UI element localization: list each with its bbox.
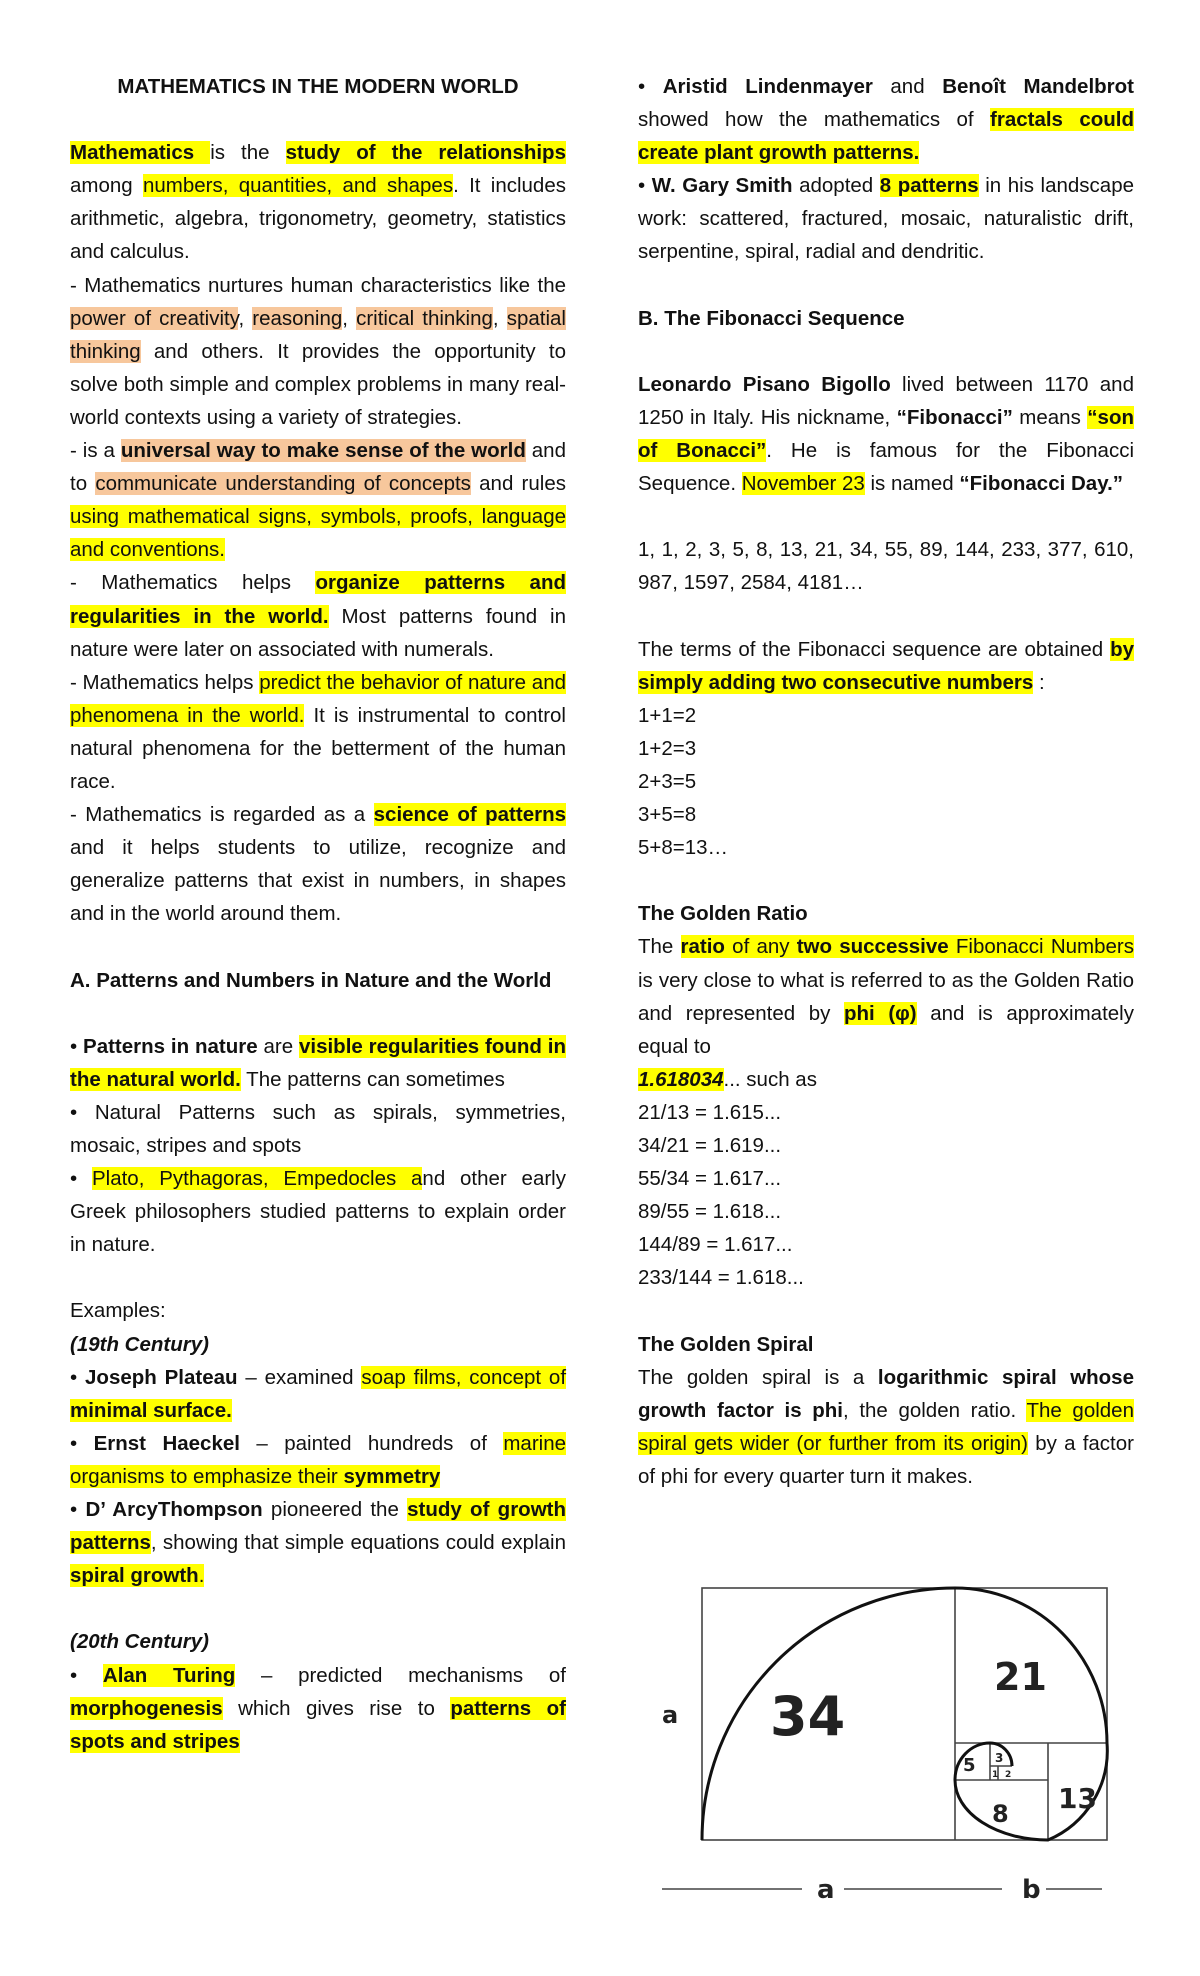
patterns-nature-bullet [70,1030,566,1096]
hl-symmetry: symmetry [343,1464,441,1488]
haeckel-bullet [70,1427,566,1493]
text: lived between 1170 and 1250 in Italy. His nickname, [638,372,1134,429]
text: nd other early Greek philosophers studied patterns to explain order in nature. [70,1167,566,1257]
text-bold: W. Gary Smith [651,174,793,198]
text-bold: D’ ArcyThompson [85,1498,263,1522]
text: and it helps students to utilize, recognize and generalize patterns that exist in numbers, in shapes and in the world around them. [70,836,566,926]
examples-label: Examples: [70,1299,166,1323]
hl-phi: phi (φ) [844,1001,917,1025]
sum-line: 1+1=2 [638,703,697,727]
hl-8-patterns: 8 patterns [879,174,979,198]
hl-ratio: ratio [680,935,725,959]
bullet: • [70,1167,92,1191]
text: is named [864,472,960,496]
text: - Mathematics is regarded as a [70,803,374,827]
text: , [238,306,253,330]
text: adopted [792,174,880,198]
outer-rectangle [702,1588,1107,1840]
golden-ratio-heading: The Golden Ratio [638,902,808,926]
text: – painted hundreds of [239,1431,504,1455]
hl-morphogenesis: morphogenesis [70,1696,223,1720]
text: The golden spiral is a [638,1365,878,1389]
bullet: • [70,1498,86,1522]
hl-of-any: of any [724,935,797,959]
plateau-bullet [70,1361,566,1427]
terms-paragraph [638,633,1134,699]
ratio-line: 21/13 = 1.615... [638,1100,782,1124]
ratio-line: 55/34 = 1.617... [638,1167,782,1191]
hl-plato: Plato, Pythagoras, Empedocles a [91,1167,423,1191]
text: - Mathematics nurtures human characteristics like the [70,273,566,297]
bullet: • [70,1034,84,1058]
text-bold: “Fibonacci” [896,405,1013,429]
lindenmayer-bullet [638,70,1134,169]
text: The [638,935,681,959]
label-8: 8 [992,1800,1009,1828]
century-19-heading: (19th Century) [70,1332,209,1356]
golden-ratio-paragraph [638,930,1134,1062]
nurture-paragraph [70,269,566,434]
label-21: 21 [994,1655,1047,1699]
hl-creativity: power of creativity [70,306,239,330]
text: in his landscape work: scattered, fractured, mosaic, naturalistic drift, serpentine, spiral, radial and dendritic. [638,174,1134,264]
text: : [1033,670,1045,694]
text: - Mathematics helps [70,571,316,595]
label-5: 5 [963,1755,976,1776]
sum-line: 5+8=13… [638,836,729,860]
text: The patterns can sometimes [240,1067,505,1091]
hl-fib-numbers: Fibonacci Numbers [948,935,1134,959]
hl-numbers: numbers, quantities, and shapes [142,174,454,198]
ratio-line: 89/55 = 1.618... [638,1200,782,1224]
natural-patterns-bullet: • Natural Patterns such as spirals, symmetries, mosaic, stripes and spots [70,1100,566,1157]
golden-spiral-figure [662,1580,1132,1910]
hl-wider: The golden spiral gets wider (or further from its origin) [638,1398,1134,1455]
left-column [70,70,566,1758]
text: and to [70,439,566,496]
label-2: 2 [1005,1770,1012,1780]
hl-reasoning: reasoning [252,306,343,330]
text-bold: Ernst Haeckel [93,1431,240,1455]
text-bold: Patterns in nature [83,1034,258,1058]
text: is very close to what is referred to as the Golden Ratio and represented by [638,968,1134,1025]
bullet: • [70,1663,103,1687]
text: , [342,306,357,330]
text: among [70,174,143,198]
hl-period: . [198,1564,205,1588]
text-bold: “Fibonacci Day.” [959,472,1124,496]
definition-paragraph [70,136,566,268]
text: which gives rise to [222,1696,451,1720]
hl-spots: patterns of spots and stripes [70,1696,566,1753]
label-3: 3 [995,1751,1004,1765]
label-a-bottom: a [817,1875,835,1905]
hl-fractals: fractals could create plant growth patterns. [638,108,1134,165]
text: showed how the mathematics of [638,108,991,132]
section-b-heading: B. The Fibonacci Sequence [638,306,905,330]
universal-paragraph [70,434,566,566]
text: , the golden ratio. [843,1398,1027,1422]
text-bold: Aristid Lindenmayer [662,75,873,98]
text: by a factor of phi for every quarter turn it makes. [638,1431,1134,1488]
text: – predicted mechanisms of [235,1663,566,1687]
hl-study: study of the relationships [285,141,566,165]
text: and [872,75,943,98]
hl-communicate: communicate understanding of concepts [95,472,471,496]
century-20-heading: (20th Century) [70,1630,209,1654]
text: is the [210,141,286,165]
hl-mathematics: Mathematics [70,141,211,165]
turing-bullet [70,1659,566,1758]
leonardo-paragraph [638,368,1134,500]
hl-science: science of patterns [373,803,567,827]
hl-signs: using mathematical signs, symbols, proofs, language and conventions. [70,505,566,562]
text: ... such as [723,1067,817,1091]
bullet: • [638,75,663,98]
text: It is instrumental to control natural phenomena for the betterment of the human race. [70,703,566,793]
bullet: • [70,1365,86,1389]
text-bold: Benoît Mandelbrot [942,75,1134,98]
hl-marine: marine organisms to emphasize their [70,1431,567,1488]
hl-visible: visible regularities found in the natural world. [70,1034,566,1091]
golden-value-line [638,1063,1134,1096]
hl-universal: universal way to make sense of the world [120,439,526,463]
hl-growth: study of growth patterns [70,1498,566,1555]
ratio-line: 233/144 = 1.618... [638,1266,804,1290]
text: The terms of the Fibonacci sequence are obtained [638,637,1111,661]
spiral-curve [702,1588,1107,1840]
text: Most patterns found in nature were later on associated with numerals. [70,604,566,661]
label-b-bottom: b [1022,1875,1041,1905]
page-title: MATHEMATICS IN THE MODERN WORLD [117,75,519,98]
text: are [257,1034,299,1058]
science-paragraph [70,798,566,930]
fibonacci-sequence: 1, 1, 2, 3, 5, 8, 13, 21, 34, 55, 89, 144, 233, 377, 610, 987, 1597, 2584, 4181… [638,538,1134,595]
hl-spatial-thinking: spatial thinking [70,306,566,363]
sum-line: 2+3=5 [638,769,697,793]
hl-son-of-bonacci: “son of Bonacci” [638,405,1134,463]
hl-two-successive: two successive [796,935,949,959]
bullet: • [70,1431,94,1455]
text: , showing that simple equations could explain [150,1531,566,1555]
hl-adding: by simply adding two consecutive numbers [638,637,1134,694]
right-column [638,70,1134,1493]
text: means [1012,405,1088,429]
hl-spiral: spiral growth [70,1564,199,1588]
hl-soap: soap films, concept of [361,1365,567,1389]
bullet: • [638,174,652,198]
sum-line: 3+5=8 [638,803,697,827]
label-a-side: a [662,1701,679,1729]
hl-november: November 23 [741,472,865,496]
section-a-heading: A. Patterns and Numbers in Nature and the World [70,968,552,992]
text: - Mathematics helps [70,670,260,694]
predict-paragraph [70,666,566,798]
text: pioneered the [262,1498,408,1522]
text: and rules [470,472,566,496]
text: , [492,306,507,330]
hl-predict: predict the behavior of nature and phenomena in the world. [70,670,567,727]
organize-paragraph [70,566,566,665]
text: – examined [237,1365,362,1389]
text: and is approximately equal to [638,1001,1134,1058]
text: . He is famous for the Fibonacci Sequence. [638,439,1135,496]
sum-line: 1+2=3 [638,736,697,760]
hl-turing: Alan Turing [102,1663,236,1687]
hl-golden-value: 1.618034 [638,1067,724,1091]
ratio-line: 34/21 = 1.619... [638,1134,782,1157]
text: . It includes arithmetic, algebra, trigonometry, geometry, statistics and calculus. [70,174,566,264]
text: and others. It provides the opportunity to solve both simple and complex problems in many real-world contexts using a variety of strategies. [70,339,566,429]
golden-spiral-paragraph [638,1361,1134,1493]
golden-spiral-svg [662,1580,1132,1910]
golden-spiral-heading: The Golden Spiral [638,1332,814,1356]
text-bold: Leonardo Pisano Bigollo [638,372,891,396]
label-1: 1 [992,1770,999,1780]
plato-bullet [70,1162,566,1261]
hl-critical-thinking: critical thinking [356,306,493,330]
thompson-bullet [70,1493,566,1592]
hl-minimal: minimal surface. [70,1398,232,1422]
label-34: 34 [770,1685,846,1748]
text: - is a [70,439,121,463]
ratio-line: 144/89 = 1.617... [638,1233,793,1257]
hl-organize: organize patterns and regularities in the world. [70,571,567,628]
smith-bullet [638,169,1134,268]
label-13: 13 [1058,1782,1097,1815]
text-bold: Joseph Plateau [85,1365,238,1389]
text-bold: logarithmic spiral whose growth factor is phi [638,1365,1134,1422]
